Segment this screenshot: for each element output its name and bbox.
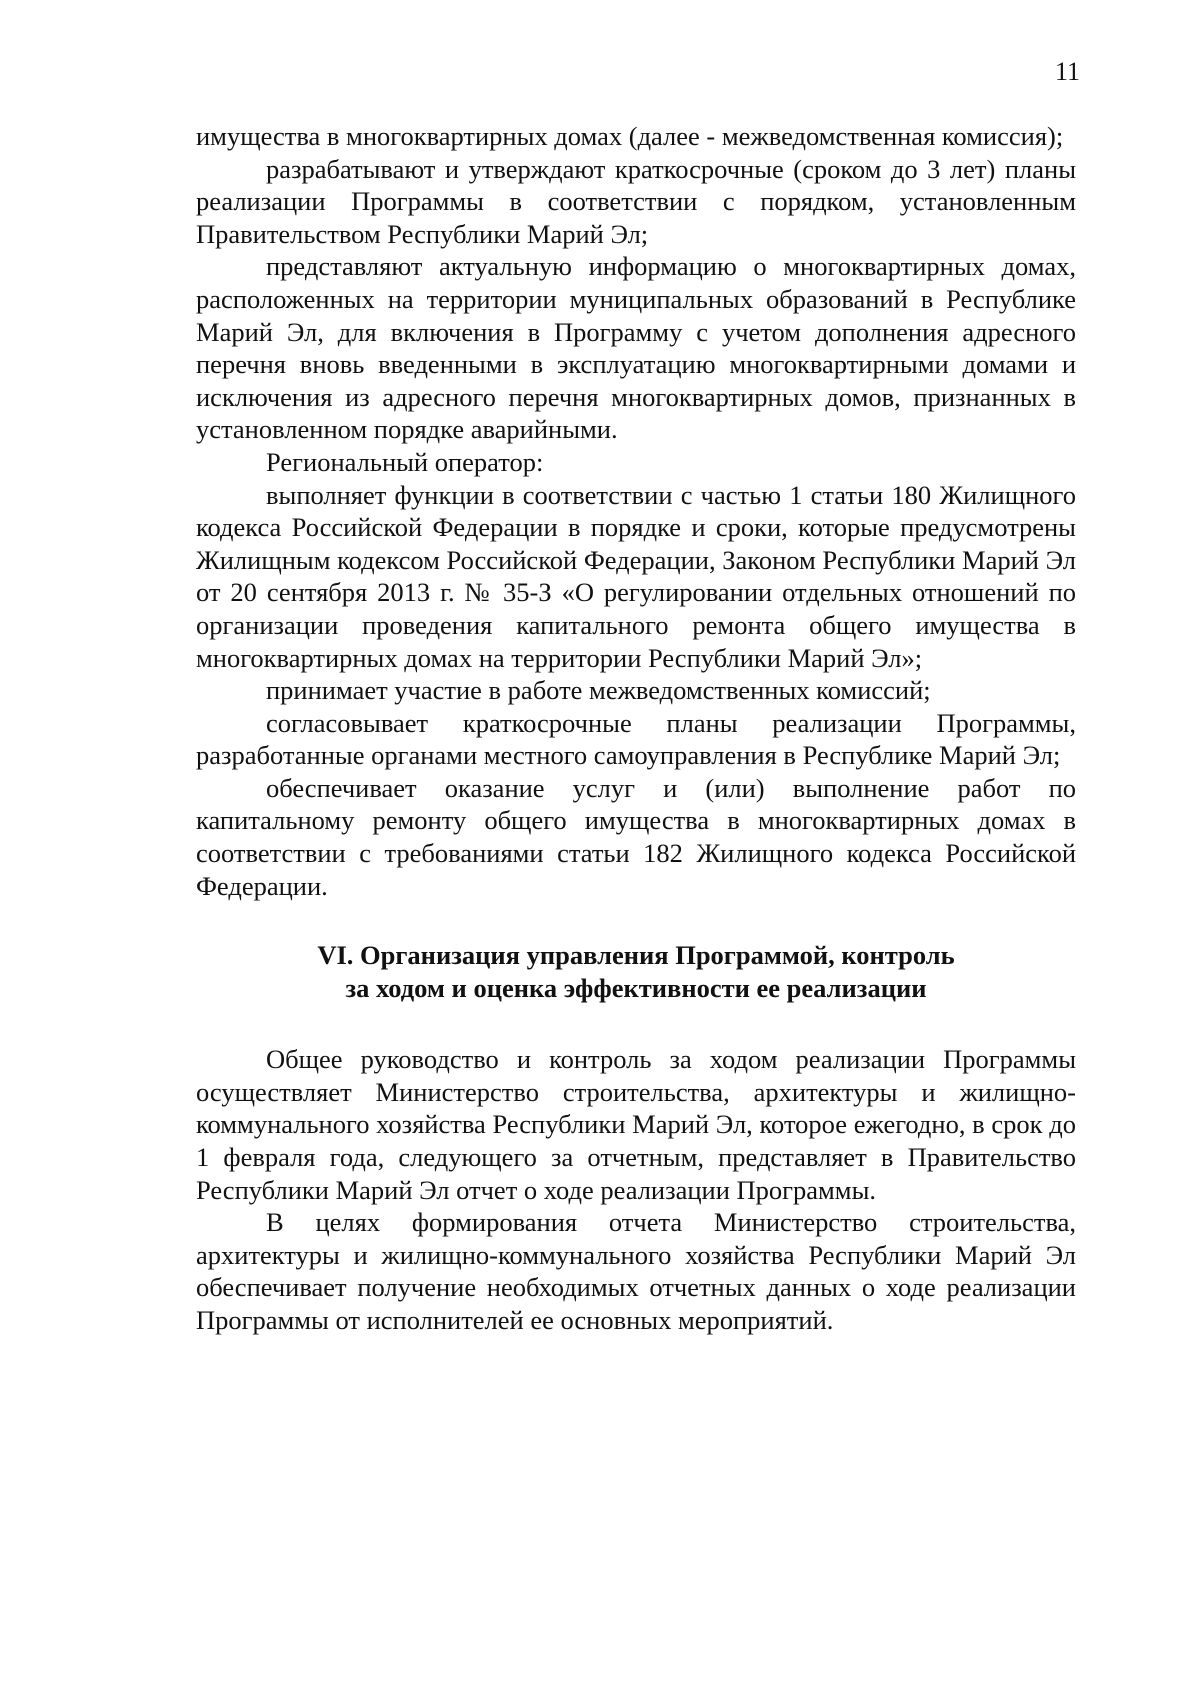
- paragraph-operator-functions: выполняет функции в соответствии с частью 1 статьи 180 Жилищного кодекса Российской Федерации в порядке и сроки, которые предусмотрены Жилищным кодексом Российской Федерации, Законом Республики Марий Эл от 20 сентября 2013 г. № 35-З «О регулировании отдельных отношений по организации проведения капитального ремонта общего имущества в многоквартирных домах на территории Республики Марий Эл»;: [196, 479, 1076, 673]
- paragraph-continuation: имущества в многоквартирных домах (далее - межведомственная комиссия);: [196, 121, 1064, 151]
- paragraph-regional-operator-label: Региональный оператор:: [266, 446, 544, 477]
- paragraph-plan-approval: согласовывает краткосрочные планы реализации Программы, разработанные органами местного самоуправления в Республике Марий Эл;: [196, 707, 1076, 771]
- section-heading: [196, 939, 1076, 1005]
- paragraph-short-term-plans: разрабатывают и утверждают краткосрочные (сроком до 3 лет) планы реализации Программы в соответствии с порядком, установленным Правительством Республики Марий Эл;: [196, 153, 1076, 249]
- paragraph-commission-participation: принимает участие в работе межведомственных комиссий;: [266, 675, 931, 706]
- section-heading-line-2: за ходом и оценка эффективности ее реализации: [345, 973, 927, 1004]
- paragraph-repair-services: обеспечивает оказание услуг и (или) выполнение работ по капитальному ремонту общего имущества в многоквартирных домах в соответствии с требованиями статьи 182 Жилищного кодекса Российской Федерации.: [196, 772, 1076, 901]
- section-heading-line-1: VI. Организация управления Программой, контроль: [317, 940, 955, 971]
- paragraph-report-data: В целях формирования отчета Министерство строительства, архитектуры и жилищно-коммунального хозяйства Республики Марий Эл обеспечивает получение необходимых отчетных данных о ходе реализации Программы от исполнителей ее основных мероприятий.: [196, 1207, 1076, 1335]
- paragraph-general-management: Общее руководство и контроль за ходом реализации Программы осуществляет Министерство строительства, архитектуры и жилищно-коммунального хозяйства Республики Марий Эл, которое ежегодно, в срок до 1 февраля года, следующего за отчетным, представляет в Правительство Республики Марий Эл отчет о ходе реализации Программы.: [196, 1044, 1076, 1205]
- document-body: [196, 120, 1076, 1337]
- paragraph-house-information: представляют актуальную информацию о многоквартирных домах, расположенных на территории муниципальных образований в Республике Марий Эл, для включения в Программу с учетом дополнения адресного перечня вновь введенными в эксплуатацию многоквартирными домами и исключения из адресного перечня многоквартирных домов, признанных в установленном порядке аварийными.: [196, 251, 1076, 445]
- page-number: 11: [1054, 57, 1080, 86]
